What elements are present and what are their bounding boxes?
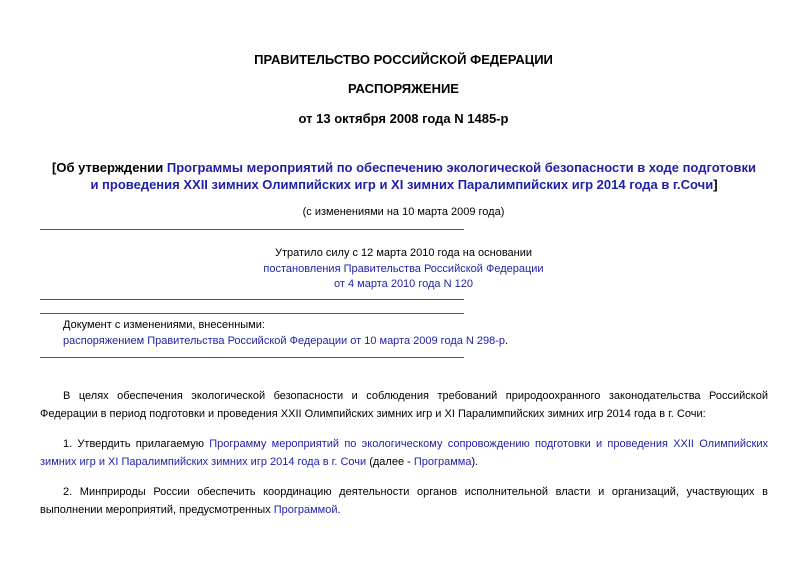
title-bracket-open: [ [52, 160, 57, 175]
para3-suffix: . [337, 504, 341, 516]
program-link[interactable]: Программу мероприятий по экологическому сопровождению подготовки и проведения XXII Олимпийских зимних игр и XI Паралимпийских зимних игр 2014 года в г. Сочи [40, 438, 768, 468]
changes-order-link[interactable]: распоряжением Правительства Российской Федерации от 10 марта 2009 года N 298-р [63, 335, 506, 347]
title-bracket-close: ] [713, 177, 718, 192]
divider [40, 313, 464, 314]
changes-intro: Документ с изменениями, внесенными: [63, 319, 265, 331]
changes-suffix: . [505, 335, 509, 347]
title-program-link[interactable]: Программы мероприятий по обеспечению экологической безопасности в ходе подготовки [166, 160, 756, 175]
document-type: РАСПОРЯЖЕНИЕ [348, 81, 459, 96]
para2-mid: (далее - [366, 456, 414, 468]
document-date: от 13 октября 2008 года N 1485-р [298, 111, 509, 126]
expired-decree-container [0, 261, 807, 277]
expired-decree-date-link[interactable]: от 4 марта 2010 года N 120 [334, 278, 473, 290]
government-heading: ПРАВИТЕЛЬСТВО РОССИЙСКОЙ ФЕДЕРАЦИИ [254, 52, 553, 67]
paragraph-item-2 [40, 483, 768, 519]
para2-prefix: 1. Утвердить прилагаемую [63, 438, 210, 450]
program-ref-link[interactable]: Программой [273, 504, 338, 516]
title-prefix: Об утверждении [56, 160, 167, 175]
para2-suffix: ). [471, 456, 479, 468]
document-title [38, 159, 770, 193]
divider [40, 357, 464, 358]
expired-line: Утратило силу с 12 марта 2010 года на основании [274, 247, 533, 259]
paragraph-preamble: В целях обеспечения экологической безопасности и соблюдения требований природоохранного законодательства Российской Федерации в период подготовки и проведения XXII Олимпийских зимних игр и XI Паралимпийских зимних игр 2014 года в г. Сочи: [40, 390, 768, 420]
divider [40, 299, 464, 300]
paragraph-item-1 [40, 435, 768, 471]
divider [40, 229, 464, 230]
expired-decree-link[interactable]: постановления Правительства Российской Федерации [263, 263, 544, 275]
program-short-link[interactable]: Программа [413, 456, 472, 468]
changes-line [63, 333, 508, 349]
expired-decree-date-container [0, 276, 807, 292]
title-program-link-cont[interactable]: и проведения XXII зимних Олимпийских игр и XI зимних Паралимпийских игр 2014 года в г.Сочи [90, 177, 714, 192]
para3-prefix: 2. Минприроды России обеспечить координацию деятельности органов исполнительной власти и организаций, участвующих в выполнении мероприятий, предусмотренных [40, 486, 768, 516]
amendment-note: (с изменениями на 10 марта 2009 года) [302, 206, 505, 218]
